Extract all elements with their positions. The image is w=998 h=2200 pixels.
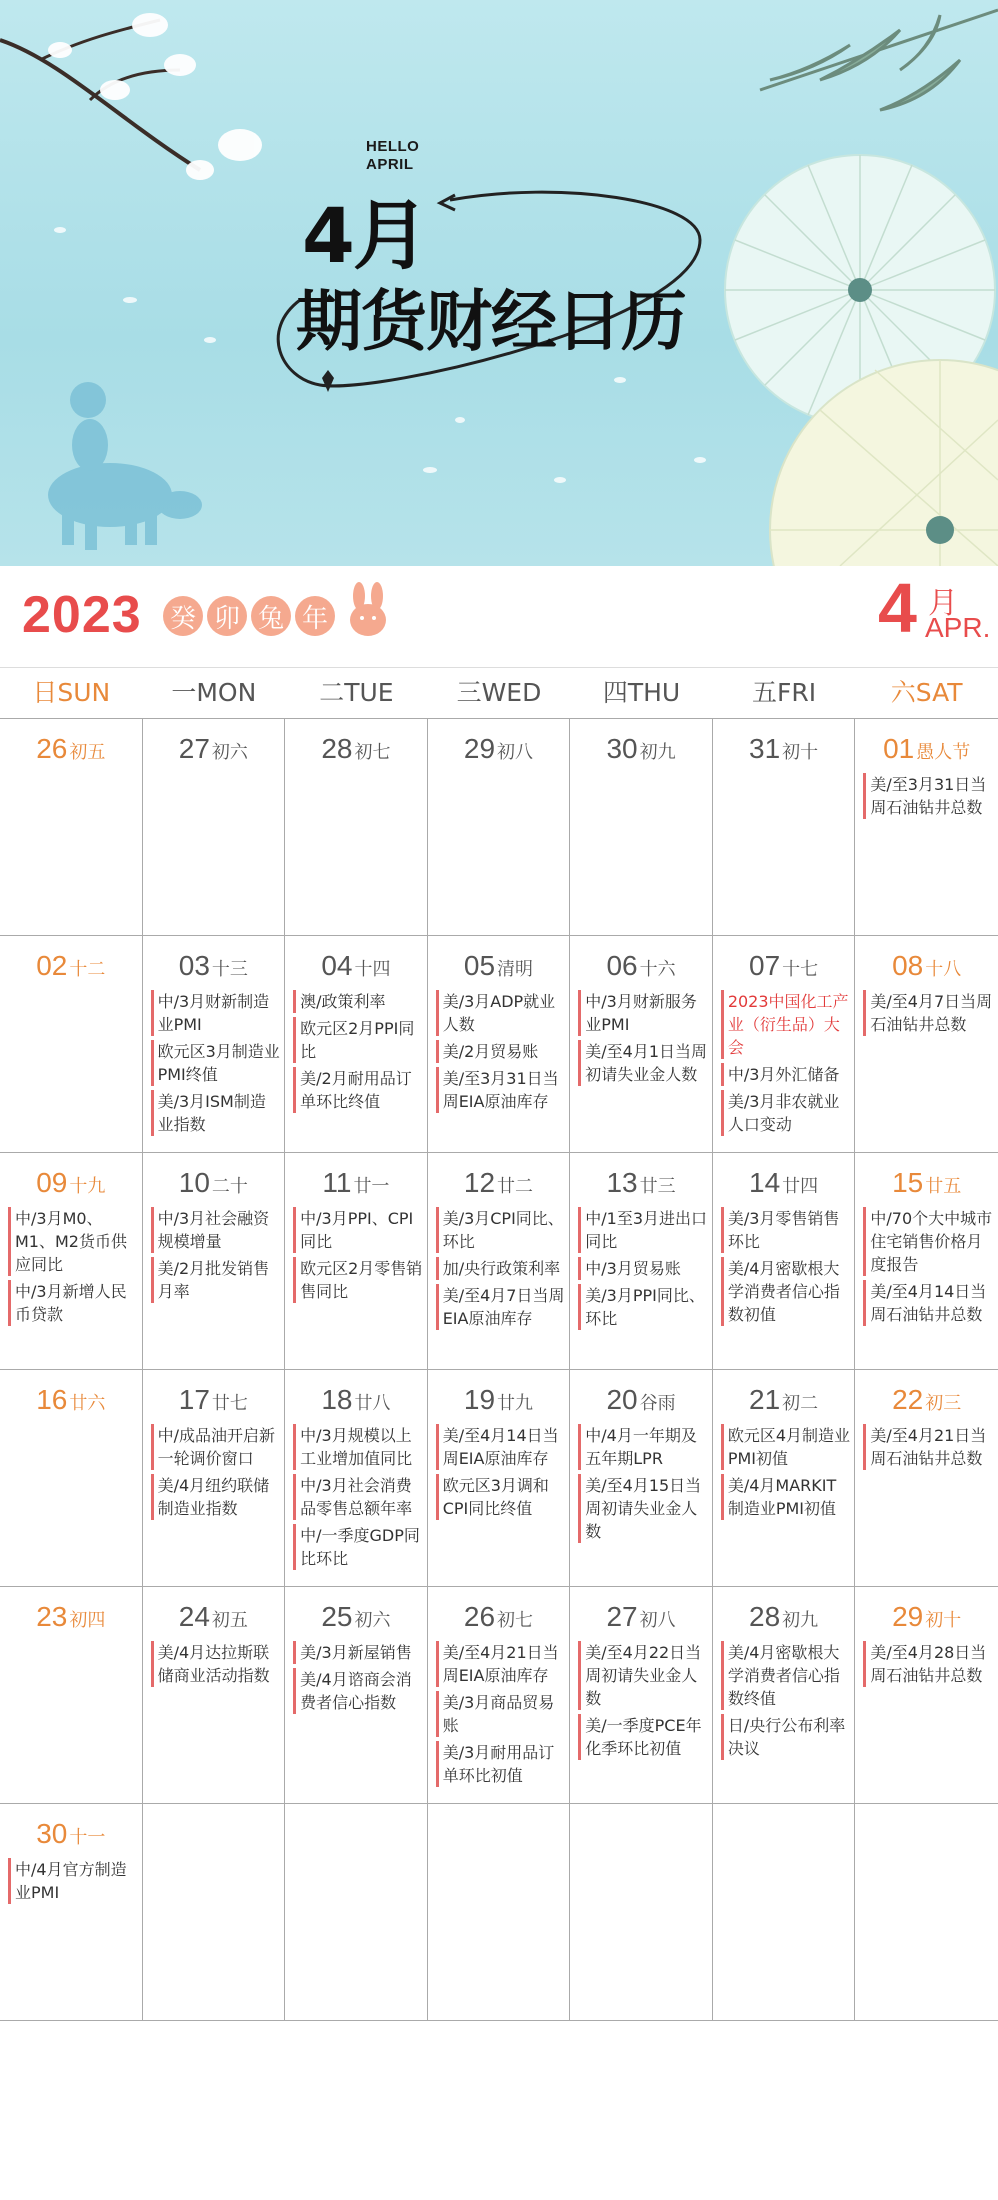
calendar-event: 美/2月耐用品订单环比终值	[293, 1067, 423, 1113]
calendar-day-cell	[285, 1587, 428, 1803]
day-number: 13	[606, 1167, 638, 1198]
calendar-day-cell	[0, 936, 143, 1152]
weekday-fri: 五FRI	[752, 678, 817, 707]
calendar-event: 美/至4月21日当周EIA原油库存	[436, 1641, 566, 1687]
calendar-day-cell	[570, 936, 713, 1152]
calendar-event: 美/3月新屋销售	[293, 1641, 423, 1664]
hello-april-text	[366, 138, 419, 174]
calendar-event: 中/3月贸易账	[578, 1257, 708, 1280]
calendar-event: 2023中国化工产业（衍生品）大会	[721, 990, 851, 1059]
ganzhi-badge: 年	[295, 596, 335, 636]
day-heading	[285, 1597, 427, 1637]
lunar-date: 初五	[211, 1610, 248, 1631]
weekday-header	[0, 667, 998, 718]
lunar-date: 廿九	[497, 1393, 534, 1414]
hello-label: HELLO	[366, 138, 420, 155]
day-number: 28	[749, 1601, 781, 1632]
calendar-event: 美/4月纽约联储制造业指数	[151, 1474, 281, 1520]
calendar-event: 中/4月一年期及五年期LPR	[578, 1424, 708, 1470]
calendar-event: 加/央行政策利率	[436, 1257, 566, 1280]
day-heading	[143, 1163, 285, 1203]
calendar-event: 中/3月外汇储备	[721, 1063, 851, 1086]
calendar-empty-cell	[713, 1804, 856, 2020]
calendar-day-cell	[285, 1153, 428, 1369]
day-heading	[143, 1380, 285, 1420]
calendar-event: 中/1至3月进出口同比	[578, 1207, 708, 1253]
calendar-day-cell	[713, 1153, 856, 1369]
day-heading	[428, 1597, 570, 1637]
calendar-day-cell	[143, 1153, 286, 1369]
banner-title: 期货财经日历	[296, 283, 686, 360]
calendar-day-cell	[713, 1587, 856, 1803]
calendar-event: 美/至4月14日当周石油钻井总数	[863, 1280, 994, 1326]
lunar-date: 愚人节	[916, 742, 971, 763]
calendar-day-cell	[428, 1370, 571, 1586]
day-number: 16	[36, 1384, 68, 1415]
calendar-event: 美/3月CPI同比、环比	[436, 1207, 566, 1253]
calendar-event: 美/3月商品贸易账	[436, 1691, 566, 1737]
day-heading	[713, 1380, 855, 1420]
day-number: 23	[36, 1601, 68, 1632]
lunar-date: 十六	[639, 959, 676, 980]
banner	[0, 0, 998, 566]
lunar-date: 初七	[354, 742, 391, 763]
day-number: 10	[178, 1167, 210, 1198]
day-heading	[0, 1814, 142, 1854]
calendar-day-cell	[0, 719, 143, 935]
day-number: 30	[606, 733, 638, 764]
day-number: 19	[463, 1384, 496, 1415]
calendar-empty-cell	[570, 1804, 713, 2020]
calendar-event: 美/至4月21日当周石油钻井总数	[863, 1424, 994, 1470]
lunar-date: 十九	[69, 1176, 106, 1197]
day-heading	[713, 729, 855, 769]
calendar-day-cell	[855, 1587, 998, 1803]
calendar-day-cell	[143, 1370, 286, 1586]
calendar-week-row	[0, 936, 998, 1153]
day-number: 02	[36, 950, 68, 981]
calendar-event: 日/央行公布利率决议	[721, 1714, 851, 1760]
day-heading	[428, 729, 570, 769]
day-number: 17	[178, 1384, 210, 1415]
calendar-event: 美/至4月22日当周初请失业金人数	[578, 1641, 708, 1710]
calendar-event: 美/至4月7日当周石油钻井总数	[863, 990, 994, 1036]
calendar-event: 美/至4月1日当周初请失业金人数	[578, 1040, 708, 1086]
lunar-date: 廿三	[639, 1176, 676, 1197]
calendar-empty-cell	[143, 1804, 286, 2020]
lunar-date: 廿八	[354, 1393, 391, 1414]
ganzhi-badge: 卯	[207, 596, 247, 636]
calendar-day-cell	[570, 1153, 713, 1369]
lunar-date: 廿四	[782, 1176, 819, 1197]
day-number: 20	[606, 1384, 638, 1415]
lunar-date: 十七	[782, 959, 819, 980]
calendar-day-cell	[713, 719, 856, 935]
lunar-date: 廿六	[69, 1393, 106, 1414]
calendar-day-cell	[713, 1370, 856, 1586]
day-number: 29	[892, 1601, 924, 1632]
day-number: 29	[463, 733, 496, 764]
calendar-event: 中/3月社会融资规模增量	[151, 1207, 281, 1253]
day-heading	[713, 946, 855, 986]
weekday-thu: 四THU	[602, 678, 681, 707]
day-heading	[855, 946, 998, 986]
calendar-event: 中/70个大中城市住宅销售价格月度报告	[863, 1207, 994, 1276]
calendar-header	[0, 566, 998, 666]
day-number: 30	[36, 1818, 68, 1849]
calendar-day-cell	[428, 719, 571, 935]
day-number: 04	[321, 950, 353, 981]
calendar-event: 美/3月ADP就业人数	[436, 990, 566, 1036]
day-heading	[143, 946, 285, 986]
day-number: 03	[178, 950, 210, 981]
calendar-empty-cell	[428, 1804, 571, 2020]
day-heading	[0, 1163, 142, 1203]
calendar-day-cell	[0, 1370, 143, 1586]
lunar-date: 谷雨	[639, 1393, 676, 1414]
day-number: 06	[606, 950, 638, 981]
lunar-date: 初四	[69, 1610, 106, 1631]
lunar-date: 清明	[497, 959, 534, 980]
calendar-week-row	[0, 1153, 998, 1370]
day-number: 14	[749, 1167, 781, 1198]
lunar-date: 初三	[925, 1393, 962, 1414]
lunar-date: 初七	[497, 1610, 534, 1631]
year-label: 2023	[22, 586, 142, 644]
lunar-date: 初六	[354, 1610, 391, 1631]
weekday-mon: 一MON	[171, 678, 257, 707]
ganzhi-badge: 兔	[251, 596, 291, 636]
calendar-day-cell	[143, 936, 286, 1152]
lunar-date: 初八	[497, 742, 534, 763]
lunar-date: 初九	[782, 1610, 819, 1631]
calendar-grid	[0, 718, 998, 2021]
day-heading	[285, 946, 427, 986]
calendar-empty-cell	[285, 1804, 428, 2020]
day-heading	[285, 1163, 427, 1203]
calendar-event: 中/3月新增人民币贷款	[8, 1280, 138, 1326]
weekday-wed: 三WED	[456, 678, 542, 707]
day-number: 09	[36, 1167, 68, 1198]
lunar-date: 初九	[639, 742, 676, 763]
calendar-event: 美/至3月31日当周EIA原油库存	[436, 1067, 566, 1113]
day-number: 21	[749, 1384, 781, 1415]
day-number: 01	[883, 733, 915, 764]
calendar-day-cell	[143, 719, 286, 935]
calendar-day-cell	[428, 1153, 571, 1369]
calendar-event: 中/3月财新制造业PMI	[151, 990, 281, 1036]
day-heading	[713, 1597, 855, 1637]
day-number: 05	[463, 950, 496, 981]
calendar-event: 美/4月密歇根大学消费者信心指数终值	[721, 1641, 851, 1710]
day-heading	[570, 946, 712, 986]
day-number: 26	[463, 1601, 496, 1632]
day-heading	[0, 1597, 142, 1637]
day-number: 27	[178, 733, 210, 764]
month-en: APR.	[925, 612, 991, 643]
calendar-day-cell	[0, 1804, 143, 2020]
calendar-event: 澳/政策利率	[293, 990, 423, 1013]
day-number: 07	[749, 950, 781, 981]
calendar-event: 美/至4月7日当周EIA原油库存	[436, 1284, 566, 1330]
month-number: 4	[878, 569, 917, 647]
day-heading	[428, 1163, 570, 1203]
day-heading	[0, 729, 142, 769]
day-number: 08	[892, 950, 924, 981]
day-heading	[855, 729, 998, 769]
day-heading	[855, 1380, 998, 1420]
lunar-date: 廿一	[353, 1176, 390, 1197]
ganzhi-badge: 癸	[163, 596, 203, 636]
calendar-day-cell	[428, 936, 571, 1152]
calendar-event: 美/4月密歇根大学消费者信心指数初值	[721, 1257, 851, 1326]
april-label: APRIL	[366, 156, 414, 173]
day-heading	[855, 1163, 998, 1203]
calendar-day-cell	[855, 1370, 998, 1586]
weekday-tue: 二TUE	[319, 678, 394, 707]
calendar-day-cell	[713, 936, 856, 1152]
calendar-day-cell	[570, 719, 713, 935]
day-heading	[285, 1380, 427, 1420]
calendar-event: 欧元区3月制造业PMI终值	[151, 1040, 281, 1086]
day-heading	[570, 1163, 712, 1203]
lunar-date: 初五	[69, 742, 106, 763]
calendar-event: 欧元区4月制造业PMI初值	[721, 1424, 851, 1470]
calendar-event: 美/至4月28日当周石油钻井总数	[863, 1641, 994, 1687]
calendar-week-row	[0, 1804, 998, 2021]
calendar-event: 美/3月ISM制造业指数	[151, 1090, 281, 1136]
calendar-event: 中/3月规模以上工业增加值同比	[293, 1424, 423, 1470]
calendar-event: 中/3月社会消费品零售总额年率	[293, 1474, 423, 1520]
day-number: 12	[463, 1167, 496, 1198]
day-number: 15	[892, 1167, 924, 1198]
day-heading	[570, 729, 712, 769]
day-number: 27	[606, 1601, 638, 1632]
lunar-date: 十八	[925, 959, 962, 980]
calendar-event: 美/4月MARKIT制造业PMI初值	[721, 1474, 851, 1520]
calendar-day-cell	[0, 1587, 143, 1803]
day-number: 18	[321, 1384, 353, 1415]
calendar-week-row	[0, 1587, 998, 1804]
calendar-day-cell	[855, 1153, 998, 1369]
weekday-sun: 日SUN	[32, 678, 111, 707]
weekday-sat: 六SAT	[890, 678, 963, 707]
calendar-day-cell	[143, 1587, 286, 1803]
calendar-day-cell	[570, 1370, 713, 1586]
calendar-empty-cell	[855, 1804, 998, 2020]
calendar-day-cell	[285, 719, 428, 935]
lunar-date: 十一	[69, 1827, 106, 1848]
calendar-event: 美/至4月15日当周初请失业金人数	[578, 1474, 708, 1543]
lunar-date: 廿五	[925, 1176, 962, 1197]
ganzhi-badges	[163, 596, 335, 636]
calendar-day-cell	[285, 936, 428, 1152]
day-number: 31	[749, 733, 781, 764]
calendar-event: 美/2月批发销售月率	[151, 1257, 281, 1303]
day-heading	[285, 729, 427, 769]
banner-month: 4月	[302, 191, 427, 280]
lunar-date: 十四	[354, 959, 391, 980]
calendar-event: 中/3月M0、M1、M2货币供应同比	[8, 1207, 138, 1276]
day-heading	[570, 1597, 712, 1637]
lunar-date: 初十	[925, 1610, 962, 1631]
calendar-day-cell	[570, 1587, 713, 1803]
calendar-event: 美/4月谘商会消费者信心指数	[293, 1668, 423, 1714]
calendar-week-row	[0, 1370, 998, 1587]
calendar-event: 美/至3月31日当周石油钻井总数	[863, 773, 994, 819]
calendar-event: 中/3月财新服务业PMI	[578, 990, 708, 1036]
calendar-week-row	[0, 718, 998, 936]
day-number: 11	[322, 1167, 352, 1198]
lunar-date: 十二	[69, 959, 106, 980]
lunar-date: 二十	[211, 1176, 248, 1197]
lunar-date: 廿二	[497, 1176, 534, 1197]
day-heading	[428, 946, 570, 986]
calendar-event: 美/3月非农就业人口变动	[721, 1090, 851, 1136]
lunar-date: 十三	[211, 959, 248, 980]
day-heading	[143, 1597, 285, 1637]
day-heading	[143, 729, 285, 769]
day-number: 24	[178, 1601, 210, 1632]
day-heading	[855, 1597, 998, 1637]
lunar-date: 初八	[639, 1610, 676, 1631]
rabbit-icon	[345, 582, 391, 638]
calendar-event: 美/4月达拉斯联储商业活动指数	[151, 1641, 281, 1687]
day-number: 22	[892, 1384, 924, 1415]
calendar-day-cell	[0, 1153, 143, 1369]
calendar-day-cell	[855, 719, 998, 935]
day-heading	[570, 1380, 712, 1420]
lunar-date: 初十	[782, 742, 819, 763]
calendar-event: 美/一季度PCE年化季环比初值	[578, 1714, 708, 1760]
calendar-event: 美/3月PPI同比、环比	[578, 1284, 708, 1330]
calendar-event: 中/3月PPI、CPI同比	[293, 1207, 423, 1253]
lunar-date: 初六	[211, 742, 248, 763]
calendar-event: 中/一季度GDP同比环比	[293, 1524, 423, 1570]
calendar-event: 欧元区2月零售销售同比	[293, 1257, 423, 1303]
day-number: 25	[321, 1601, 353, 1632]
day-heading	[713, 1163, 855, 1203]
lunar-date: 初二	[782, 1393, 819, 1414]
month-char: 月	[928, 586, 958, 621]
day-number: 26	[36, 733, 68, 764]
calendar-day-cell	[855, 936, 998, 1152]
calendar-event: 美/2月贸易账	[436, 1040, 566, 1063]
calendar-event: 欧元区3月调和CPI同比终值	[436, 1474, 566, 1520]
calendar-event: 美/3月耐用品订单环比初值	[436, 1741, 566, 1787]
calendar-event: 美/3月零售销售环比	[721, 1207, 851, 1253]
calendar-event: 中/4月官方制造业PMI	[8, 1858, 138, 1904]
calendar-day-cell	[428, 1587, 571, 1803]
day-number: 28	[321, 733, 353, 764]
calendar-event: 欧元区2月PPI同比	[293, 1017, 423, 1063]
calendar-event: 中/成品油开启新一轮调价窗口	[151, 1424, 281, 1470]
day-heading	[0, 1380, 142, 1420]
day-heading	[428, 1380, 570, 1420]
calendar-event: 美/至4月14日当周EIA原油库存	[436, 1424, 566, 1470]
day-heading	[0, 946, 142, 986]
lunar-date: 廿七	[211, 1393, 248, 1414]
calendar-day-cell	[285, 1370, 428, 1586]
